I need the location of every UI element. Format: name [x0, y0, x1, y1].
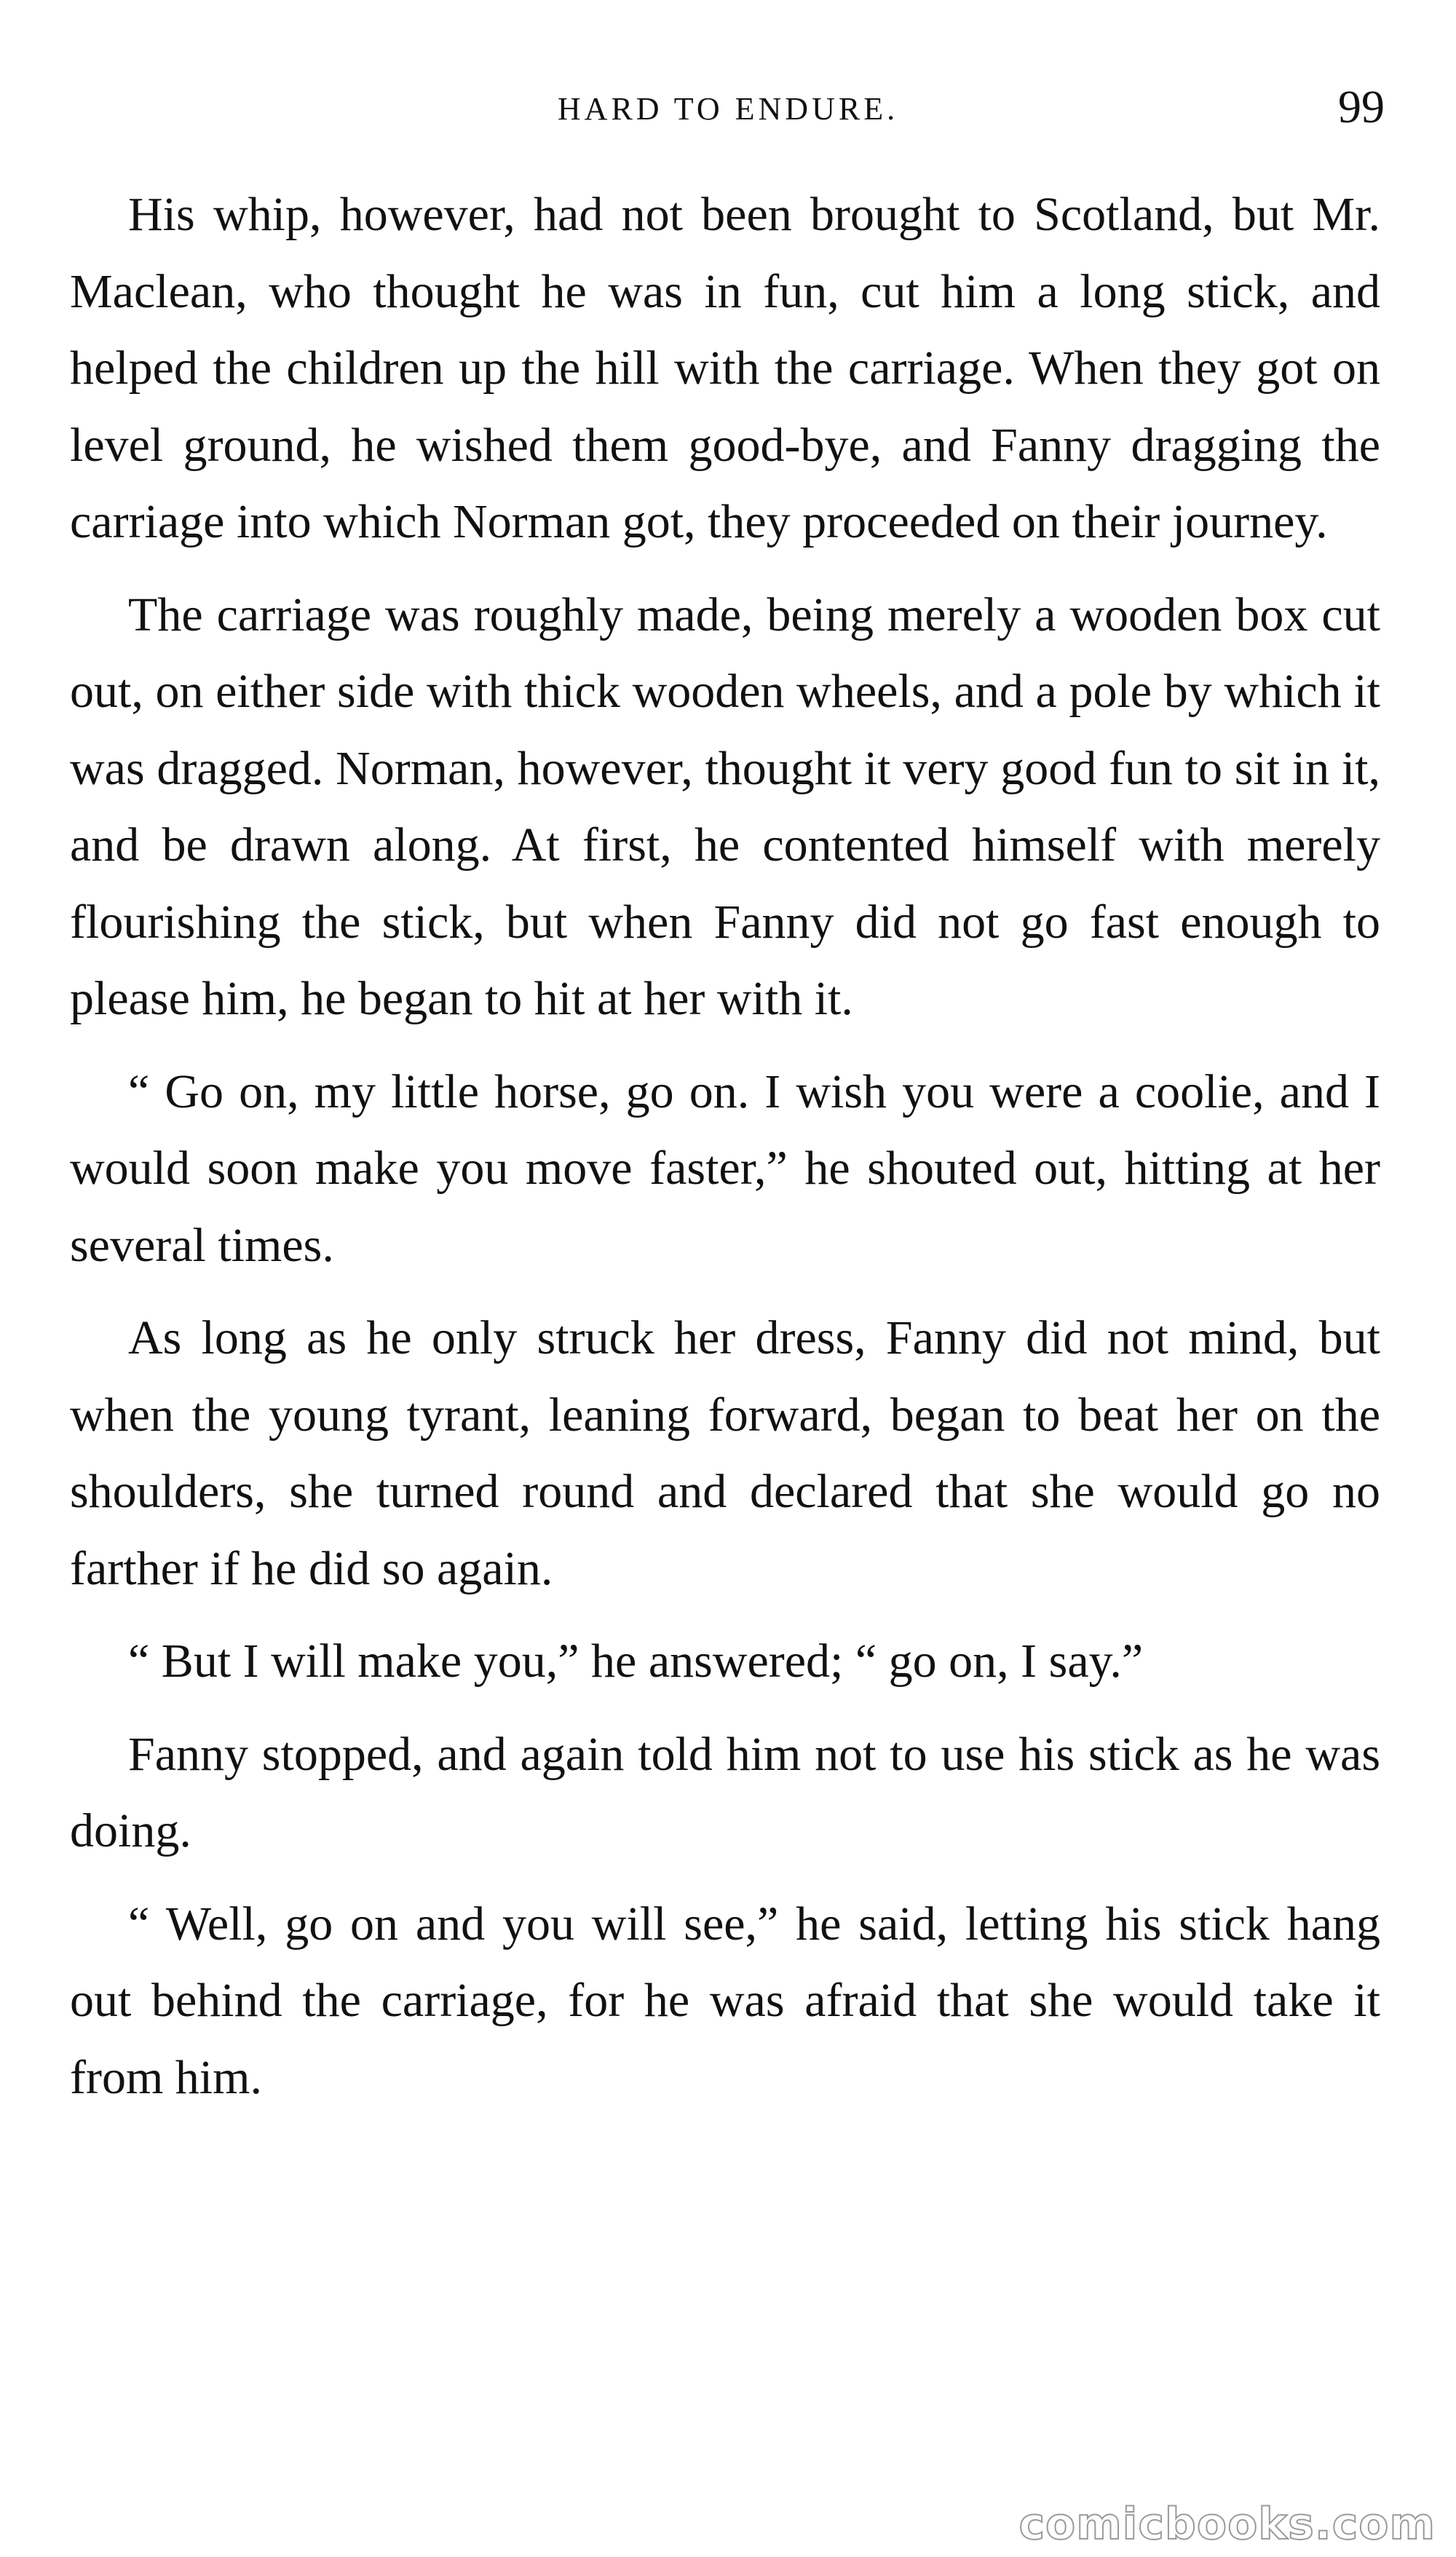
paragraph: As long as he only struck her dress, Fanny did not mind, but when the young tyrant, leaning forward, began to beat her on the shoulders, she turned round and declared that she would go no farther if he did so again.	[70, 1311, 1380, 1595]
paragraph: The carriage was roughly made, being merely a wooden box cut out, on either side with thick wooden wheels, and a pole by which it was dragged. Norman, however, thought it very good fun to sit in it, and be drawn along. At first, he contented himself with merely flourishing the stick, but when Fanny did not go fast enough to please him, he began to hit at her with it.	[70, 588, 1380, 1025]
paragraph: “ Well, go on and you will see,” he said, letting his stick hang out behind the carriage, for he was afraid that she would take it from him.	[70, 1897, 1380, 2104]
paragraph: “ But I will make you,” he answered; “ go on, I say.”	[128, 1635, 1144, 1688]
paragraph: His whip, however, had not been brought to Scotland, but Mr. Maclean, who thought he was in fun, cut him a long stick, and helped the children up the hill with the carriage. When they got on level ground, he wished them good-bye, and Fanny dragging the carriage into which Norman got, they proceeded on their journey.	[70, 188, 1380, 548]
body-text	[70, 176, 1380, 2132]
watermark: comicbooks.com	[1018, 2499, 1436, 2550]
page-header	[0, 82, 1456, 140]
running-title: HARD TO ENDURE.	[557, 91, 899, 127]
page-number: 99	[1338, 81, 1385, 133]
paragraph: Fanny stopped, and again told him not to use his stick as he was doing.	[70, 1727, 1380, 1857]
paragraph: “ Go on, my little horse, go on. I wish you were a coolie, and I would soon make you move faster,” he shouted out, hitting at her several times.	[70, 1064, 1380, 1272]
